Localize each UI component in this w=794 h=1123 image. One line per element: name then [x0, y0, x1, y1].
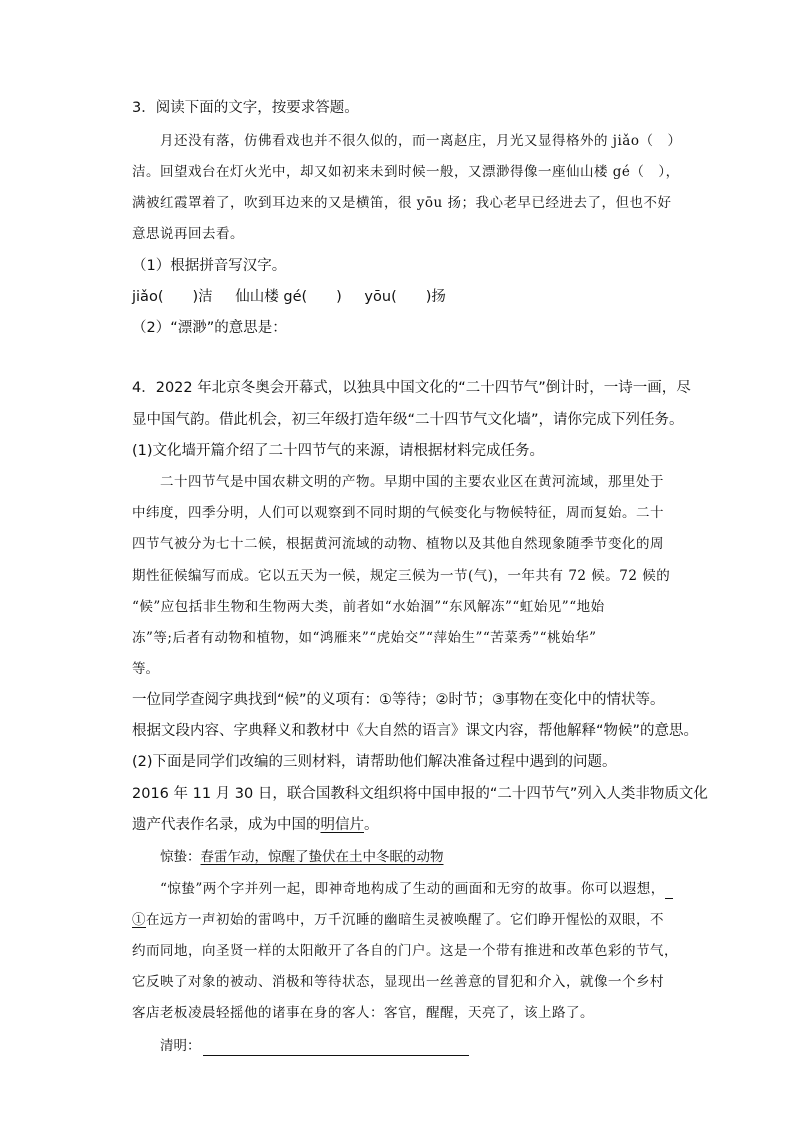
q4-material-line-4: 期性征候编写而成。它以五天为一候，规定三候为一节(气)，一年共有 72 候。72 候的 [132, 568, 671, 584]
q4-intro-line-1: 4．2022 年北京冬奥会开幕式，以独具中国文化的“二十四节气”倒计时，一诗一画，尽 [132, 380, 691, 396]
q4-unesco-line-2 [132, 815, 379, 835]
q3-pinyin-row [132, 287, 446, 307]
q4-dict: 一位同学查阅字典找到“候”的义项有：①等待；②时节；③事物在变化中的情状等。 [132, 692, 665, 708]
q3-para-line-1: 月还没有落，仿佛看戏也并不很久似的，而一离赵庄，月光又显得格外的 jiǎo（ ） [160, 133, 682, 149]
q4-unesco-line-1: 2016 年 11 月 30 日，联合国教科文组织将中国申报的“二十四节气”列入人类非物质文化 [132, 786, 708, 802]
jingzhe-line-2 [132, 910, 664, 930]
qingming-label: 清明： [160, 1038, 201, 1054]
q3-sub2: （2）“漂渺”的意思是： [132, 320, 287, 336]
q3-title: 3．阅读下面的文字，按要求答题。 [132, 100, 359, 116]
pinyin-item-jiao: jiǎo( )洁 [132, 289, 213, 305]
q4-explain: 根据文段内容、字典释义和教材中《大自然的语言》课文内容，帮他解释“物候”的意思。 [132, 723, 699, 739]
q4-material-line-7: 等。 [132, 661, 159, 677]
q4-material-line-5: “候”应包括非生物和生物两大类，前者如“水始涸”“东风解冻”“虹始见”“地始 [132, 599, 605, 615]
underlined-word: 明信片 [320, 817, 364, 833]
q4-material-line-2: 中纬度，四季分明，人们可以观察到不同时期的气候变化与物候特征，周而复始。二十 [132, 505, 664, 521]
jingzhe-line-5: 客店老板凌晨轻摇他的诸事在身的客人：客官，醒醒，天亮了，该上路了。 [132, 1005, 594, 1021]
q3-sub1: （1）根据拼音写汉字。 [132, 258, 287, 274]
qingming-row [160, 1036, 469, 1056]
q3-para-line-4: 意思说再回去看。 [132, 226, 244, 242]
jingzhe-title: 春雷乍动，惊醒了蛰伏在土中冬眠的动物 [200, 849, 444, 865]
jingzhe-text-2: 在远方一声初始的雷鸣中，万千沉睡的幽暗生灵被唤醒了。它们睁开惺忪的双眼，不 [146, 912, 664, 928]
jingzhe-line-3: 约而同地，向圣贤一样的太阳敞开了各自的门户。这是一个带有推进和改革色彩的节气， [132, 943, 678, 959]
jingzhe-line-1 [160, 879, 673, 899]
jingzhe-text-1: “惊蛰”两个字并列一起，即神奇地构成了生动的画面和无穷的故事。你可以遐想， [160, 881, 665, 897]
answer-blank-short[interactable] [665, 884, 673, 899]
marker-circle-1: ① [132, 912, 146, 928]
q4-intro-line-2: 显中国气韵。借此机会，初三年级打造年级“二十四节气文化墙”，请你完成下列任务。 [132, 412, 684, 428]
pinyin-item-ge: 仙山楼 gé( ) [235, 289, 342, 305]
jingzhe-label: 惊蛰： [160, 849, 201, 865]
qingming-answer-blank[interactable] [203, 1041, 469, 1056]
unesco-text: 遗产代表作名录，成为中国的 [132, 817, 321, 833]
jingzhe-line-4: 它反映了对象的被动、消极和等待状态，显现出一丝善意的冒犯和介入，就像一个乡村 [132, 974, 664, 990]
q4-material-line-1: 二十四节气是中国农耕文明的产物。早期中国的主要农业区在黄河流域，那里处于 [160, 474, 664, 490]
jingzhe-heading [160, 847, 444, 867]
q3-para-line-3: 满被红霞罩着了，吹到耳边来的又是横笛，很 yōu 扬；我心老早已经进去了，但也不好 [132, 195, 672, 211]
q4-task2: (2)下面是同学们改编的三则材料，请帮助他们解决准备过程中遇到的问题。 [132, 754, 617, 770]
q4-material-line-6: 冻”等;后者有动物和植物，如“鸿雁来”“虎始交”“萍始生”“苦菜秀”“桃始华” [132, 630, 597, 646]
q3-para-line-2: 洁。回望戏台在灯火光中，却又如初来未到时候一般，又漂渺得像一座仙山楼 gé（ ）， [132, 164, 680, 180]
unesco-end: 。 [364, 817, 379, 833]
pinyin-item-you: yōu( )扬 [364, 289, 446, 305]
q4-material-line-3: 四节气被分为七十二候，根据黄河流域的动物、植物以及其他自然现象随季节变化的周 [132, 536, 664, 552]
q4-task1: (1)文化墙开篇介绍了二十四节气的来源，请根据材料完成任务。 [132, 443, 545, 459]
